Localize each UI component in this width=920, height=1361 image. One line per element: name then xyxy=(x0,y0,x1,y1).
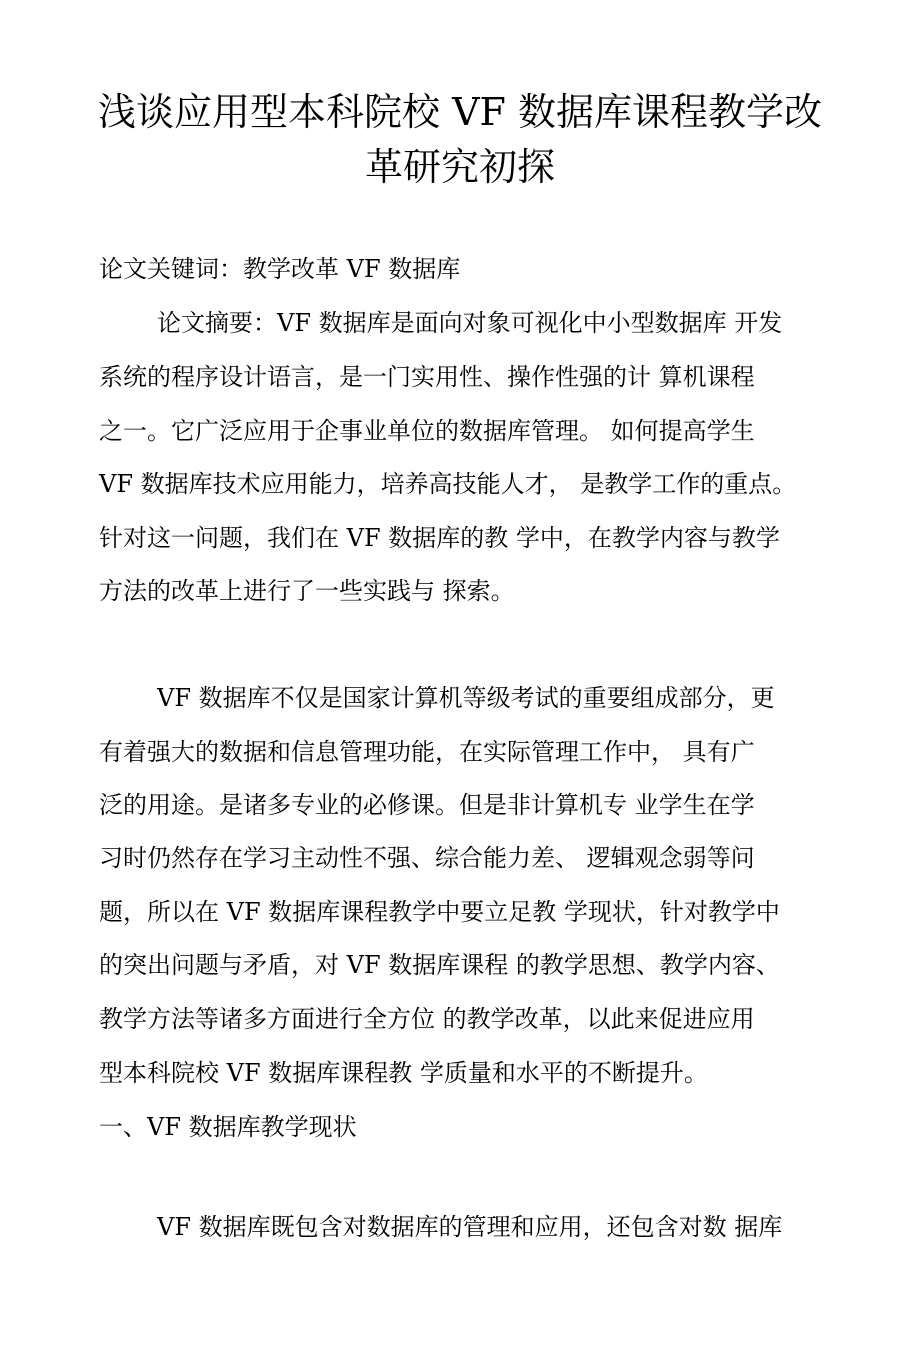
abstract-line: 论文摘要：VF 数据库是面向对象可视化中小型数据库 开发 xyxy=(157,309,783,337)
intro-line: 有着强大的数据和信息管理功能，在实际管理工作中， 具有广 xyxy=(99,738,755,766)
page-title-line-2: 革研究初探 xyxy=(364,145,555,189)
intro-line: 的突出问题与矛盾，对 VF 数据库课程 的教学思想、教学内容、 xyxy=(99,951,780,979)
intro-line: 题，所以在 VF 数据库课程教学中要立足教 学现状，针对教学中 xyxy=(99,898,780,926)
intro-line: 习时仍然存在学习主动性不强、综合能力差、 逻辑观念弱等问 xyxy=(99,844,755,872)
intro-line: 型本科院校 VF 数据库课程教 学质量和水平的不断提升。 xyxy=(99,1059,708,1087)
abstract-line: 之一。它广泛应用于企事业单位的数据库管理。 如何提高学生 xyxy=(99,417,755,445)
abstract-line: 针对这一问题，我们在 VF 数据库的教 学中，在教学内容与教学 xyxy=(99,524,780,552)
intro-line: 教学方法等诸多方面进行全方位 的教学改革，以此来促进应用 xyxy=(99,1005,755,1033)
abstract-line: 方法的改革上进行了一些实践与 探索。 xyxy=(99,577,515,605)
abstract-line: 系统的程序设计语言，是一门实用性、操作性强的计 算机课程 xyxy=(99,363,755,391)
keywords-line: 论文关键词：教学改革 VF 数据库 xyxy=(99,255,461,283)
section-heading: 一、VF 数据库教学现状 xyxy=(99,1113,357,1141)
page-title-line-1: 浅谈应用型本科院校 VF 数据库课程教学改 xyxy=(98,90,822,134)
abstract-line: VF 数据库技术应用能力，培养高技能人才， 是教学工作的重点。 xyxy=(99,470,797,498)
intro-line: 泛的用途。是诸多专业的必修课。但是非计算机专 业学生在学 xyxy=(99,791,755,819)
section-body-line: VF 数据库既包含对数据库的管理和应用，还包含对数 据库 xyxy=(157,1213,783,1241)
intro-line: VF 数据库不仅是国家计算机等级考试的重要组成部分，更 xyxy=(157,684,775,712)
